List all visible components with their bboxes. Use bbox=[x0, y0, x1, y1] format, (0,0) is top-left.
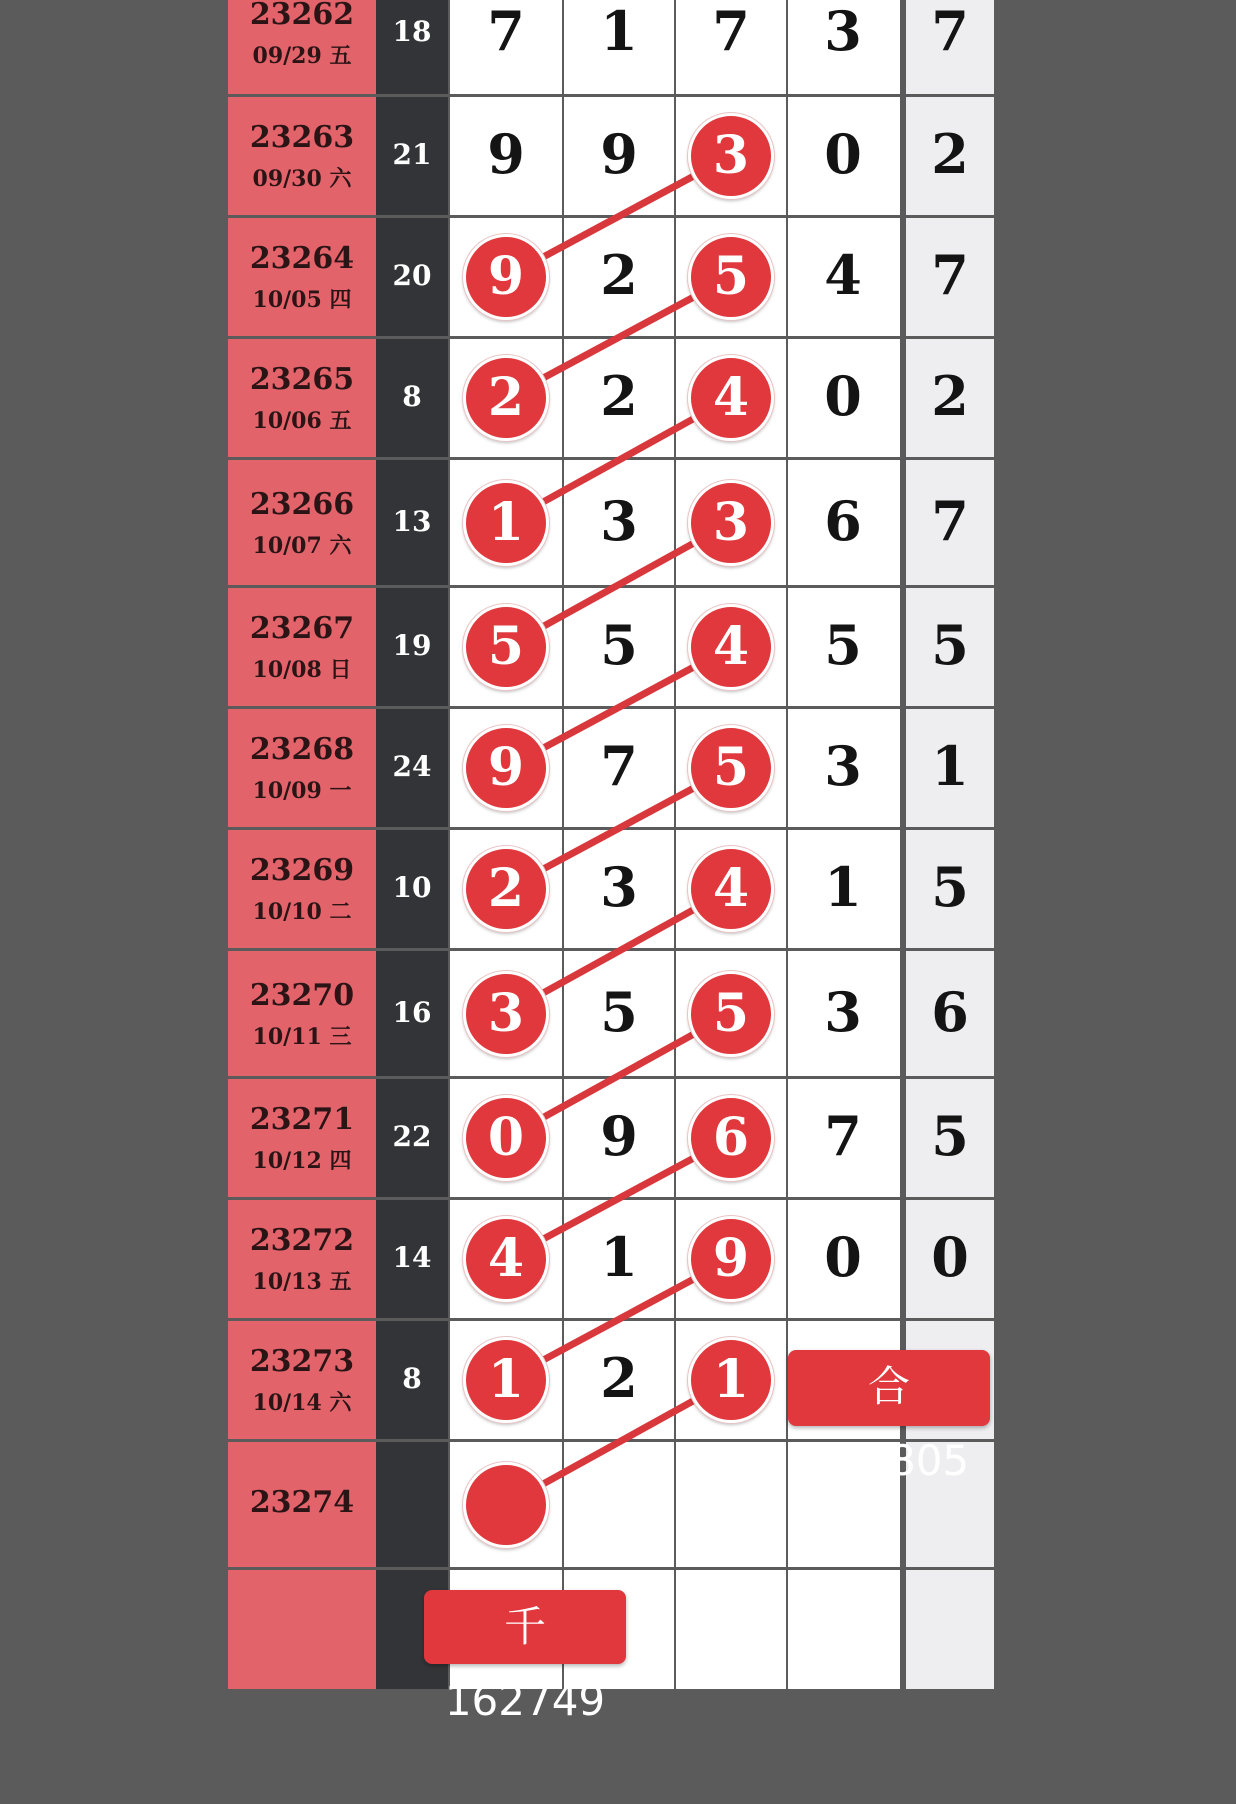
issue-date: 10/09 一 bbox=[252, 778, 352, 804]
digit: 5 bbox=[931, 1104, 969, 1168]
digit-ball bbox=[463, 355, 549, 441]
digit-ball bbox=[688, 113, 774, 199]
digit: 1 bbox=[824, 855, 862, 919]
digit: 1 bbox=[931, 734, 969, 798]
digit: 2 bbox=[600, 1346, 638, 1410]
digit: 3 bbox=[824, 979, 862, 1044]
digit-ball bbox=[463, 1462, 549, 1548]
digit: 3 bbox=[824, 734, 862, 798]
he-tag: 合273805 bbox=[788, 1350, 990, 1426]
issue-number: 23267 bbox=[249, 611, 355, 646]
ball-digit: 9 bbox=[487, 737, 525, 798]
issue-number: 23268 bbox=[249, 732, 355, 767]
sum-value: 10 bbox=[392, 871, 432, 904]
issue-number: 23264 bbox=[249, 241, 355, 276]
ball-digit: 4 bbox=[712, 367, 750, 428]
ball-digit: 9 bbox=[712, 1228, 750, 1289]
ball-digit: 5 bbox=[487, 616, 525, 677]
issue-number: 23270 bbox=[249, 977, 355, 1013]
digit-ball bbox=[688, 234, 774, 320]
digit: 5 bbox=[600, 613, 638, 677]
digit-ball bbox=[688, 480, 774, 566]
ball-digit: 9 bbox=[487, 246, 525, 307]
digit: 7 bbox=[712, 0, 750, 63]
digit: 6 bbox=[931, 979, 969, 1044]
sum-value: 8 bbox=[402, 1362, 422, 1395]
digit: 2 bbox=[600, 364, 638, 428]
digit-ball bbox=[463, 725, 549, 811]
issue-date: 10/08 日 bbox=[252, 657, 352, 683]
issue-number: 23262 bbox=[249, 0, 355, 32]
issue-date: 10/12 四 bbox=[252, 1148, 352, 1174]
sum-value: 18 bbox=[392, 15, 432, 48]
ball-digit: 4 bbox=[712, 858, 750, 919]
digit-ball bbox=[463, 234, 549, 320]
ball-digit: 3 bbox=[712, 491, 750, 553]
digit-ball bbox=[463, 1216, 549, 1302]
digit-ball bbox=[688, 1095, 774, 1181]
issue-number: 23274 bbox=[249, 1484, 355, 1520]
sum-value: 14 bbox=[392, 1241, 432, 1274]
trend-lines bbox=[228, 0, 1008, 1804]
sum-value: 19 bbox=[392, 629, 432, 662]
digit: 7 bbox=[487, 0, 525, 63]
digit: 7 bbox=[600, 734, 638, 798]
issue-number: 23269 bbox=[249, 853, 355, 888]
digit: 1 bbox=[600, 0, 638, 63]
issue-number: 23271 bbox=[249, 1102, 355, 1137]
digit-ball bbox=[688, 1216, 774, 1302]
issue-date: 10/10 二 bbox=[252, 899, 352, 925]
digit-ball bbox=[463, 846, 549, 932]
digit: 0 bbox=[824, 1225, 862, 1289]
digit: 0 bbox=[824, 364, 862, 428]
sum-value: 21 bbox=[392, 138, 432, 171]
issue-date: 10/13 五 bbox=[252, 1269, 352, 1295]
ball-digit: 6 bbox=[712, 1107, 750, 1168]
ball-digit: 4 bbox=[712, 616, 750, 677]
ball-digit: 4 bbox=[487, 1228, 525, 1289]
digit-ball bbox=[463, 1337, 549, 1423]
digit: 5 bbox=[931, 855, 969, 919]
issue-number: 23273 bbox=[249, 1344, 355, 1379]
sum-value: 16 bbox=[392, 995, 432, 1029]
digit: 5 bbox=[600, 979, 638, 1044]
issue-date: 10/05 四 bbox=[252, 287, 352, 313]
ball-digit: 5 bbox=[712, 246, 750, 307]
digit-ball bbox=[463, 604, 549, 690]
digit: 0 bbox=[931, 1225, 969, 1289]
digit: 1 bbox=[600, 1225, 638, 1289]
ball-digit: 2 bbox=[487, 367, 525, 428]
digit-ball bbox=[463, 1095, 549, 1181]
sum-value: 13 bbox=[392, 504, 432, 538]
digit: 3 bbox=[600, 488, 638, 553]
digit-ball bbox=[688, 971, 774, 1057]
issue-date: 10/06 五 bbox=[252, 408, 352, 434]
digit: 7 bbox=[824, 1104, 862, 1168]
digit-ball bbox=[463, 480, 549, 566]
digit-ball bbox=[688, 725, 774, 811]
qian-tag: 千162749 bbox=[424, 1590, 626, 1664]
ball-digit: 3 bbox=[487, 982, 525, 1044]
issue-number: 23265 bbox=[249, 362, 355, 397]
digit: 0 bbox=[824, 122, 862, 186]
ball-digit: 1 bbox=[712, 1349, 750, 1410]
ball-digit: 0 bbox=[487, 1107, 525, 1168]
digit: 2 bbox=[931, 122, 969, 186]
digit: 6 bbox=[824, 488, 862, 553]
issue-date: 09/29 五 bbox=[252, 43, 352, 69]
issue-number: 23266 bbox=[249, 486, 355, 522]
digit: 3 bbox=[824, 0, 862, 63]
issue-date: 10/11 三 bbox=[252, 1023, 352, 1050]
ball-digit: 3 bbox=[712, 125, 750, 186]
sum-value: 20 bbox=[392, 259, 432, 292]
digit-ball bbox=[688, 846, 774, 932]
digit: 7 bbox=[931, 488, 969, 553]
digit: 7 bbox=[931, 243, 969, 307]
issue-number: 23272 bbox=[249, 1223, 355, 1258]
sum-value: 22 bbox=[392, 1120, 432, 1153]
digit: 9 bbox=[600, 1104, 638, 1168]
issue-date: 09/30 六 bbox=[252, 166, 352, 192]
ball-digit: 5 bbox=[712, 737, 750, 798]
digit: 7 bbox=[931, 0, 969, 63]
issue-number: 23263 bbox=[249, 120, 355, 155]
issue-date: 10/14 六 bbox=[252, 1390, 352, 1416]
ball-digit: 5 bbox=[712, 982, 750, 1044]
digit: 4 bbox=[824, 243, 862, 307]
digit: 9 bbox=[600, 122, 638, 186]
digit-ball bbox=[688, 1337, 774, 1423]
digit-ball bbox=[463, 971, 549, 1057]
digit: 5 bbox=[931, 613, 969, 677]
digit: 3 bbox=[600, 855, 638, 919]
ball-digit: 1 bbox=[487, 491, 525, 553]
digit: 2 bbox=[931, 364, 969, 428]
sum-value: 24 bbox=[392, 750, 432, 783]
digit: 9 bbox=[487, 122, 525, 186]
sum-value: 8 bbox=[402, 380, 422, 413]
digit-ball bbox=[688, 604, 774, 690]
ball-digit: 1 bbox=[487, 1349, 525, 1410]
digit-ball bbox=[688, 355, 774, 441]
ball-digit: 2 bbox=[487, 858, 525, 919]
lottery-trend-chart bbox=[228, 0, 1008, 1804]
issue-date: 10/07 六 bbox=[252, 532, 352, 559]
digit: 2 bbox=[600, 243, 638, 307]
digit: 5 bbox=[824, 613, 862, 677]
